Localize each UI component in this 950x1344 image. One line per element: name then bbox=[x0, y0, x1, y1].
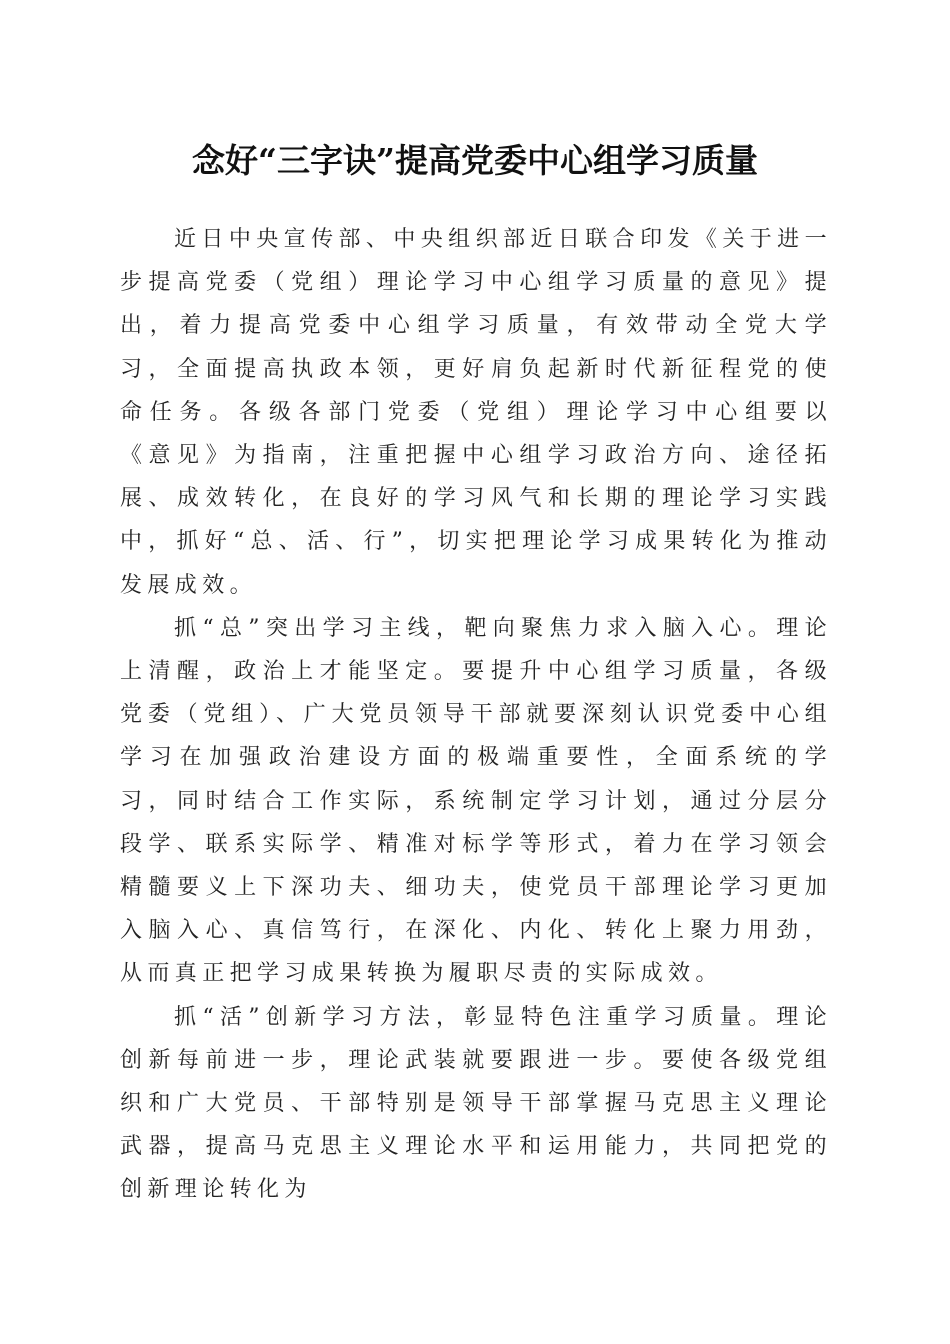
paragraph-intro: 近日中央宣传部、中央组织部近日联合印发《关于进一步提高党委（党组）理论学习中心组学习质量的意见》提出，着力提高党委中心组学习质量，有效带动全党大学习，全面提高执政本领，更好肩负起新时代新征程党的使命任务。各级各部门党委（党组）理论学习中心组要以《意见》为指南，注重把握中心组学习政治方向、途径拓展、成效转化，在良好的学习风气和长期的理论学习实践中，抓好“总、活、行”，切实把理论学习成果转化为推动发展成效。 bbox=[120, 227, 832, 598]
paragraph-huo: 抓“活”创新学习方法，彰显特色注重学习质量。理论创新每前进一步，理论武装就要跟进一步。要使各级党组织和广大党员、干部特别是领导干部掌握马克思主义理论武器，提高马克思主义理论水平和运用能力，共同把党的创新理论转化为 bbox=[120, 1004, 832, 1203]
document-body bbox=[120, 218, 832, 1212]
document-title: 念好“三字诀”提高党委中心组学习质量 bbox=[192, 141, 758, 180]
paragraph-zong: 抓“总”突出学习主线，靶向聚焦力求入脑入心。理论上清醒，政治上才能坚定。要提升中心组学习质量，各级党委（党组）、广大党员领导干部就要深刻认识党委中心组学习在加强政治建设方面的极端重要性，全面系统的学习，同时结合工作实际，系统制定学习计划，通过分层分段学、联系实际学、精准对标学等形式，着力在学习领会精髓要义上下深功夫、细功夫，使党员干部理论学习更加入脑入心、真信笃行，在深化、内化、转化上聚力用劲，从而真正把学习成果转换为履职尽责的实际成效。 bbox=[120, 615, 832, 987]
